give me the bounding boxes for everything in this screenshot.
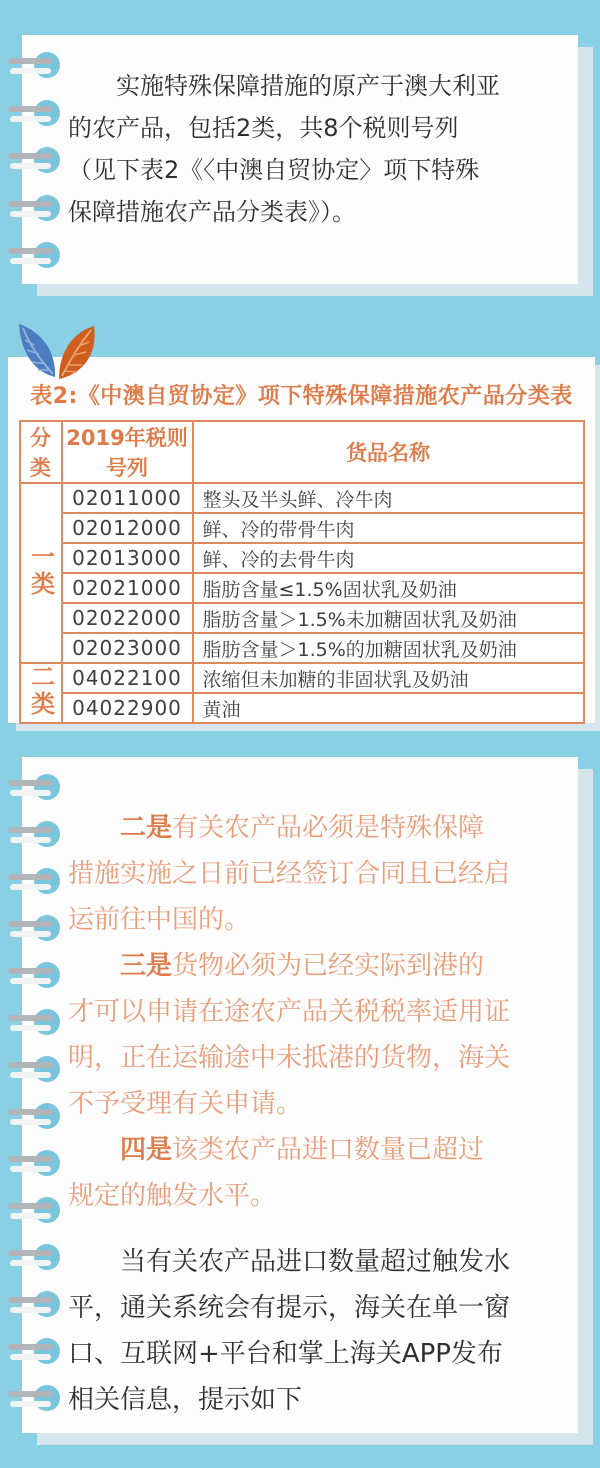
condition-point-2 — [68, 805, 510, 943]
code-cell: 02013000 — [62, 543, 193, 573]
point-text: 该类农产品进口数量已超过规定的触发水平。 — [68, 1135, 485, 1211]
point-lead: 二是 — [120, 813, 173, 843]
binder-ring-icon — [8, 147, 74, 173]
binder-ring-icon — [8, 1009, 74, 1035]
name-cell: 脂肪含量≤1.5%固状乳及奶油 — [193, 573, 584, 603]
name-cell: 鲜、冷的带骨牛肉 — [193, 513, 584, 543]
code-cell: 04022100 — [62, 663, 193, 693]
table-panel — [8, 357, 595, 723]
column-header-category: 分类 — [20, 421, 62, 483]
conditions-text-block — [68, 805, 510, 1423]
point-lead: 四是 — [120, 1135, 173, 1165]
binder-ring-icon — [8, 1197, 74, 1223]
classification-table — [19, 420, 585, 724]
binder-ring-icon — [8, 774, 74, 800]
name-cell: 脂肪含量＞1.5%的加糖固状乳及奶油 — [193, 633, 584, 663]
name-cell: 整头及半头鲜、冷牛肉 — [193, 483, 584, 513]
table-row — [20, 633, 584, 663]
name-cell: 黄油 — [193, 693, 584, 723]
category-cell-1 — [20, 483, 62, 663]
code-cell: 02022000 — [62, 603, 193, 633]
code-cell: 02011000 — [62, 483, 193, 513]
name-cell: 浓缩但未加糖的非固状乳及奶油 — [193, 663, 584, 693]
closing-paragraph: 当有关农产品进口数量超过触发水平，通关系统会有提示，海关在单一窗口、互联网+平台和掌上海关APP发布相关信息，提示如下 — [68, 1247, 511, 1415]
code-cell: 04022900 — [62, 693, 193, 723]
binder-ring-icon — [8, 1150, 74, 1176]
column-header-code: 2019年税则号列 — [62, 421, 193, 483]
binder-ring-icon — [8, 1056, 74, 1082]
binder-ring-icon — [8, 195, 74, 221]
binder-ring-icon — [8, 821, 74, 847]
table-header-row — [20, 421, 584, 483]
table-row — [20, 543, 584, 573]
condition-point-3 — [68, 943, 510, 1127]
code-cell: 02012000 — [62, 513, 193, 543]
name-cell: 脂肪含量＞1.5%未加糖固状乳及奶油 — [193, 603, 584, 633]
point-text: 货物必须为已经实际到港的才可以申请在途农产品关税税率适用证明，正在运输途中未抵港的货物，海关不予受理有关申请。 — [68, 951, 511, 1119]
binder-ring-icon — [8, 1244, 74, 1270]
code-cell: 02023000 — [62, 633, 193, 663]
binder-ring-icon — [8, 915, 74, 941]
code-cell: 02021000 — [62, 573, 193, 603]
leaves-icon — [8, 316, 108, 388]
condition-point-4 — [68, 1127, 510, 1219]
category-label: 一类 — [26, 544, 55, 598]
binder-ring-icon — [8, 242, 74, 268]
table-row — [20, 573, 584, 603]
name-cell: 鲜、冷的去骨牛肉 — [193, 543, 584, 573]
table-row — [20, 513, 584, 543]
column-header-name: 货品名称 — [193, 421, 584, 483]
point-lead: 三是 — [120, 951, 173, 981]
table-title: 表2:《中澳自贸协定》项下特殊保障措施农产品分类表 — [30, 384, 573, 409]
conditions-card — [22, 757, 578, 1433]
point-text: 有关农产品必须是特殊保障措施实施之日前已经签订合同且已经启运前往中国的。 — [68, 813, 511, 935]
intro-card — [22, 35, 578, 284]
binder-ring-icon — [8, 1291, 74, 1317]
category-cell-2 — [20, 663, 62, 723]
table-row — [20, 693, 584, 723]
binder-ring-icon — [8, 100, 74, 126]
binder-ring-icon — [8, 1103, 74, 1129]
category-label: 二类 — [26, 664, 55, 718]
table-row — [20, 663, 584, 693]
intro-text-block — [68, 65, 502, 233]
binder-ring-icon — [8, 868, 74, 894]
table-row — [20, 603, 584, 633]
binder-ring-icon — [8, 1338, 74, 1364]
binder-ring-icon — [8, 52, 74, 78]
table-row — [20, 483, 584, 513]
binder-ring-icon — [8, 1385, 74, 1411]
intro-paragraph: 实施特殊保障措施的原产于澳大利亚的农产品，包括2类，共8个税则号列（见下表2《〈中澳自贸协定〉项下特殊保障措施农产品分类表》）。 — [68, 72, 500, 226]
binder-ring-icon — [8, 962, 74, 988]
